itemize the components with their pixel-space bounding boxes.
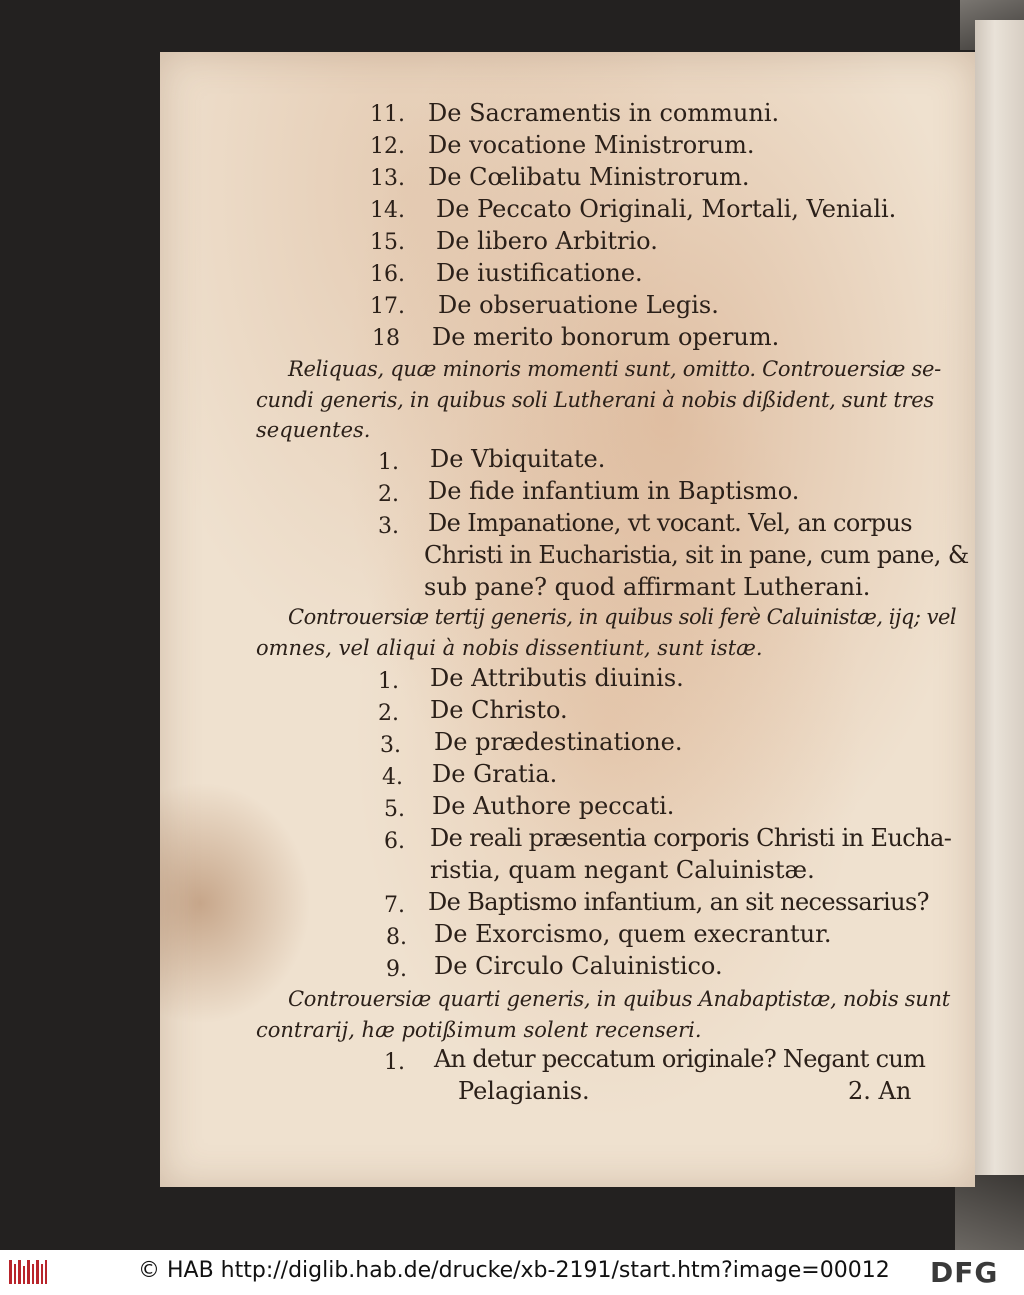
footer-bar (0, 1250, 1024, 1295)
copyright-url[interactable]: © HAB http://diglib.hab.de/drucke/xb-2191/start.htm?image=00012 (138, 1258, 890, 1283)
entry-text: De merito bonorum operum. (432, 323, 780, 351)
entry-text: De Authore peccati. (432, 792, 675, 820)
entry-text: De Exorcismo, quem execrantur. (434, 920, 832, 948)
entry-text-continued: Pelagianis. (458, 1077, 590, 1105)
entry-text: De libero Arbitrio. (436, 227, 658, 255)
hab-logo-icon (8, 1258, 48, 1286)
entry-number: 9. (386, 957, 407, 982)
entry-text: De Vbiquitate. (430, 445, 606, 473)
entry-text: De Circulo Caluinistico. (434, 952, 723, 980)
entry-number: 1. (378, 450, 399, 475)
entry-number: 2. (378, 701, 399, 726)
paragraph-line: Reliquas, quæ minoris momenti sunt, omitto. Controuersiæ se- (288, 357, 941, 381)
paragraph-line: cundi generis, in quibus soli Lutherani à nobis dißident, sunt tres (256, 388, 934, 412)
entry-number: 13. (370, 166, 405, 191)
entry-text: De Peccato Originali, Mortali, Veniali. (436, 195, 897, 223)
entry-number: 17. (370, 294, 405, 319)
entry-number: 6. (384, 829, 405, 854)
entry-number: 16. (370, 262, 405, 287)
entry-text-continued: ristia, quam negant Caluinistæ. (430, 856, 815, 884)
entry-number: 7. (384, 893, 405, 918)
entry-text: De Impanatione, vt vocant. Vel, an corpus (428, 509, 912, 537)
entry-text: De vocatione Ministrorum. (428, 131, 755, 159)
paragraph-line: Controuersiæ quarti generis, in quibus Anabaptistæ, nobis sunt (288, 987, 950, 1011)
entry-number: 5. (384, 797, 405, 822)
adjacent-page-edge (975, 20, 1024, 1250)
catchword: 2. An (848, 1077, 912, 1105)
entry-number: 14. (370, 198, 405, 223)
book-page (160, 52, 975, 1187)
entry-number: 11. (370, 102, 405, 127)
entry-text: De iustificatione. (436, 259, 643, 287)
paragraph-line: contrarij, hæ potißimum solent recenseri. (256, 1018, 702, 1042)
entry-number: 15. (370, 230, 405, 255)
entry-text: De Baptismo infantium, an sit necessarius? (428, 888, 929, 916)
entry-number: 8. (386, 925, 407, 950)
entry-text-continued: Christi in Eucharistia, sit in pane, cum pane, & (424, 541, 969, 569)
entry-number: 18 (372, 326, 400, 351)
entry-text: De Sacramentis in communi. (428, 99, 780, 127)
entry-text: De Attributis diuinis. (430, 664, 684, 692)
entry-text-continued: sub pane? quod affirmant Lutherani. (424, 573, 871, 601)
entry-text: An detur peccatum originale? Negant cum (434, 1045, 926, 1073)
entry-text: De reali præsentia corporis Christi in Eucha- (430, 824, 952, 852)
entry-number: 1. (378, 669, 399, 694)
paragraph-line: Controuersiæ tertij generis, in quibus soli ferè Caluinistæ, ijq; vel (288, 605, 957, 629)
paragraph-line: omnes, vel aliqui à nobis dissentiunt, sunt istæ. (256, 636, 763, 660)
entry-text: De Cœlibatu Ministrorum. (428, 163, 750, 191)
entry-number: 2. (378, 482, 399, 507)
entry-number: 4. (382, 765, 403, 790)
paragraph-line: sequentes. (256, 418, 371, 442)
dfg-logo: DFG (930, 1256, 999, 1289)
entry-text: De fide infantium in Baptismo. (428, 477, 800, 505)
entry-number: 3. (378, 514, 399, 539)
entry-text: De obseruatione Legis. (438, 291, 719, 319)
entry-text: De prædestinatione. (434, 728, 683, 756)
entry-text: De Gratia. (432, 760, 558, 788)
entry-number: 1. (384, 1050, 405, 1075)
entry-number: 12. (370, 134, 405, 159)
entry-number: 3. (380, 733, 401, 758)
entry-text: De Christo. (430, 696, 568, 724)
